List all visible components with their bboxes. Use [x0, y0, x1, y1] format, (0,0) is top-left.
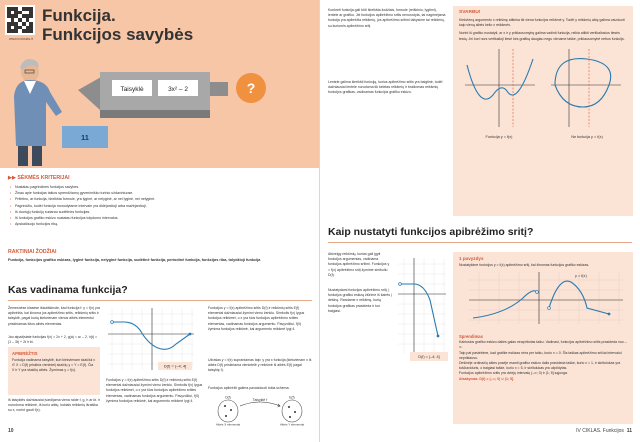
col2-paragraph-1: Funkcijos y = f(x) apibrėžimo sritis D(f) ir reikšmių sritis E(f) elementai dažniausiai žymimi vienu ženklu. Simbolis f(x) lygus funkcijos reikšmei, o x yra šios funkcijos apibrėžimo srities elementas, vadinamas funkcijos argumentu. Pavyzdžiui, f(0) žymima funkcijos reikšmė, kai argumento reikšmė lygi 4. [106, 378, 203, 403]
section-title-function: Kas vadinama funkcija? [8, 284, 128, 296]
rcol1-paragraph-1: Konkreti funkcija gali būti išreikšta žodžiais, formule (reiškiniu, lygtimi), lentele ar grafiku. Jei funkcijos apibrėžimo sritis nenurodyta, tai nagrinėjama funkcija yra apibrėžta reikšmių, jos apibrėžimo sritimi laikysime tai reikšmių, su kuriomis apibrėžimo sritį. [328, 8, 446, 28]
col1-paragraph-1: Žemesnėse klasėse išsiaiškinote, kad funkcija f: y = f(x) yra apibrėžta, kai žinoma jos apibrėžimo sritis, reikšmių sritis ir taisyklė, pagal kurią kiekvienam vienos aibės elementui priskiriamas kitos aibės elementas. [8, 306, 100, 326]
open-endpoint [111, 321, 114, 324]
keywords-heading: RAKTINIAI ŽODŽIAI [8, 249, 57, 255]
machine-input: 11 [81, 133, 89, 142]
col1-paragraph-3: Iš taisyklės dažniausiai įvardijama viena raide f, g, h ar kt. ir nurodoma reikšmė, iš kurio aibių, kokiais reikšmių išraiška su x, norint gauti f(x). [8, 398, 101, 413]
criteria-item: • Nustatau pagrindines funkcijos savybes. [10, 184, 310, 190]
qr-code-icon[interactable] [5, 5, 35, 35]
solution-label: Sprendimas [459, 334, 483, 340]
solution-text-4: Funkcijos apibrėžimo sritis yra dviejų intervalų (–∞; 0) ir (1; 5] sąjunga. [459, 371, 568, 376]
qr-caption: www.mokslas.lt [9, 37, 33, 41]
solution-text-3: Dešinėje ordinačių ašies pusėje esanti grafiko eskizo dalis prasideda taške, kurio x = 1, ir skritulukas yra tuščiaviduris, o baigiasi taške, kurio x = 5, ir skritulukas yra užpildytas. [459, 361, 621, 371]
solution-text-1: Kairiosios grafiko eskizo dalies galas neapribotas taiku. Vadinasi, funkcijos apibrėžimo sritis prasideda nuo –∞. [459, 340, 627, 350]
section-rule [328, 242, 632, 243]
definition-box [8, 347, 100, 395]
page-footer [576, 428, 632, 434]
example-label: 1 pavyzdys [459, 256, 484, 261]
example-text: Nustatykime funkcijos y = f(x) apibrėžimo sritį, kai žinomas funkcijos grafiko eskizas. [459, 263, 590, 267]
section-rule [8, 300, 312, 301]
important-label: SVARBU! [459, 10, 481, 15]
keywords-text: Funkcija, funkcijos grafiko eskizas, lyginė funkcija, nelyginė funkcija, sudėtinė funkcija, periodinė funkcija, funkcijos riba, tolydžioji funkcija [8, 258, 261, 262]
section-title-domain: Kaip nustatyti funkcijos apibrėžimo sritį? [328, 226, 534, 238]
example-graph-label: y = f(x) [575, 274, 587, 279]
graph-caption-not-function: Ne funkcija y = f(x) [571, 134, 603, 139]
graph-tag: D(f) = (–4; 4] [163, 363, 187, 369]
function-machine-illustration [0, 50, 320, 168]
footer-chapter: IV CIKLAS. Funkcijos [576, 428, 624, 434]
criteria-item: • Pagrindžiu, kodėl funkcija monodytame intervale yra didėjančioji arba mažėjančioji. [10, 203, 310, 209]
schema-set-b-caption: Aibės Y elementai [279, 422, 305, 426]
rcol1-paragraph-3: Atšvelgę reikšmių, kurias gali įgyti funkcijos argumentas, vadinama funkcijos apibrėžimo sritimi. Funkcijos y = f(x) apibrėžimo sritį žymime simboliu D(f). [328, 252, 390, 277]
criteria-item: • Iš funkcijos grafiko eskizo nustatau funkcijos tolydumo intervalus. [10, 215, 310, 221]
rcol1-paragraph-2: Lentele galima išreikšti funkciją, kurios apibrėžimo sritis yra baigtinė, todėl dažniausiai lentele nurodoma tik keletas reikšmių ir braižomas reikšmių funkcijos grafikas, vadinamas funkcijos grafiko eskizu. [328, 80, 443, 95]
schema-set-a-caption: Aibės X elementai [215, 422, 241, 426]
criteria-list [10, 184, 310, 227]
page-title [42, 6, 193, 44]
non-function-graph [551, 49, 621, 127]
machine-rule-label: Taisyklė [120, 86, 144, 93]
page-number-left: 10 [8, 428, 14, 434]
col1-paragraph-2: Jau atpažįstate funkcijas f(x) = 2x + 2, g(a) = a² – 2, h(t) = (1 – 3t) + 2t ir kt. [8, 335, 98, 345]
solution-text-2: Taip pat pastebime, kad grafike eskizas nėra per taiku, kurio x = 0. Šis taškas apibrėžimo sričiai intervalui nepriklauso. [459, 350, 622, 360]
rcol1-paragraph-4: Nustatydami funkcijos apibrėžimo sritį, į funkcijos grafiko eskizą žiūrime iš kairės į dešinę. Randame x reikšmę, kurią funkcijos grafikas prasideda ir kur baigiasi. [328, 288, 392, 313]
closed-endpoint [189, 333, 192, 336]
vertical-line-test-graphs [459, 45, 627, 143]
title-line-1: Funkcija. [42, 6, 116, 25]
graph-curve [112, 322, 190, 349]
machine-output: ? [246, 80, 256, 96]
col3-paragraph-2: Užrašas y = f(x) suprantamas taip: y yra x funkcija (kiekvienam x iš aibės D(f) priskiriama vienintelė y reikšmė iš aibės E(f) pagal taisyklę f). [208, 358, 312, 373]
machine-formula: 3x² – 2 [168, 86, 188, 93]
criteria-heading: ▶▶ SĖKMĖS KRITERIJAI [8, 175, 70, 181]
important-box [453, 6, 633, 216]
criteria-item: • Apskaičiuoju funkcijos ribą. [10, 221, 310, 227]
page-number-right: 11 [626, 428, 632, 434]
right-page [320, 0, 640, 442]
important-text-2: Norint iš grafiko nustatyti, ar x ir y priklausomybę galima vadinti funkcija, reikia atlikti vertikaliosios tiesės testą. Jei kuri nors vertikalioji tiesė kirs grafiką daugiau negu viename taške, priklausomybė nebus funkcija. [459, 31, 625, 41]
set-b-ellipse [282, 400, 302, 422]
domain-graph-tag: D(f) = (–4; 4] [418, 355, 440, 359]
schema-set-a-name: D(f) [225, 396, 231, 400]
criteria-item: • Pritirtinu, ar funkcija, išreikšta formule, yra lyginė, ar nelyginė, ar nei lyginė, nei nelyginė. [10, 196, 310, 202]
answer-text: Atsakymas. D(f) = (–∞; 0) ∪ (1; 5]. [459, 376, 515, 381]
schema-rule-label: Taisyklė f [252, 398, 268, 402]
important-text-1: Kiekvieną argumento x reikšmę atitinka tik viena funkcijos reikšmė y. Todėl y reikšmių aibę galima vaizduoti kaip vieną aibės kelio x reikšmės. [459, 18, 625, 28]
set-a-ellipse [218, 400, 238, 422]
mapping-schema [212, 396, 308, 426]
col3-paragraph-1: Funkcijos y = f(x) apibrėžimo sritis D(f) ir reikšmių sritis E(f) elementai dažniausiai žymimi vienu ženklu. Simbolis f(x) lygus funkcijos reikšmei, o x yra šios funkcijos apibrėžimo srities elementas, vadinamas funkcijos argumentu. Pavyzdžiui, f(0) žymima funkcijos reikšmė, kai argumento reikšmė lygi 4. [208, 306, 305, 331]
definition-label: APIBRĖŽTIS [12, 351, 38, 356]
function-graph [465, 49, 535, 127]
col3-paragraph-3: Funkcijos apibrėžti galima pavaizduoti tokia schema. [208, 386, 290, 390]
title-line-2: Funkcijos savybės [42, 25, 194, 44]
example-graph [459, 268, 627, 326]
domain-example-graph [394, 254, 450, 364]
definition-text: Funkcija vadinama taisyklė, kuri kiekvienam skaičiui x ∈ X = D(f) priskiria vienintelį skaičių y = Y = E(f). Čia X ir Y yra skaičių aibės. Žymimas y = f(x). [12, 358, 96, 373]
criteria-item: • Iš duotųjų funkcijų sudarau sudėtines funkcijas. [10, 209, 310, 215]
criteria-item: • Žinau apie funkcijas taikos sprendžiamų gyvenimiško turinio uždaviniuose. [10, 190, 310, 196]
domain-graph [104, 304, 198, 376]
schema-set-b-name: E(f) [289, 396, 295, 400]
graph-caption-function: Funkcija y = f(x) [485, 134, 513, 139]
example-box [453, 252, 633, 424]
teacher-figure-icon [14, 59, 62, 166]
